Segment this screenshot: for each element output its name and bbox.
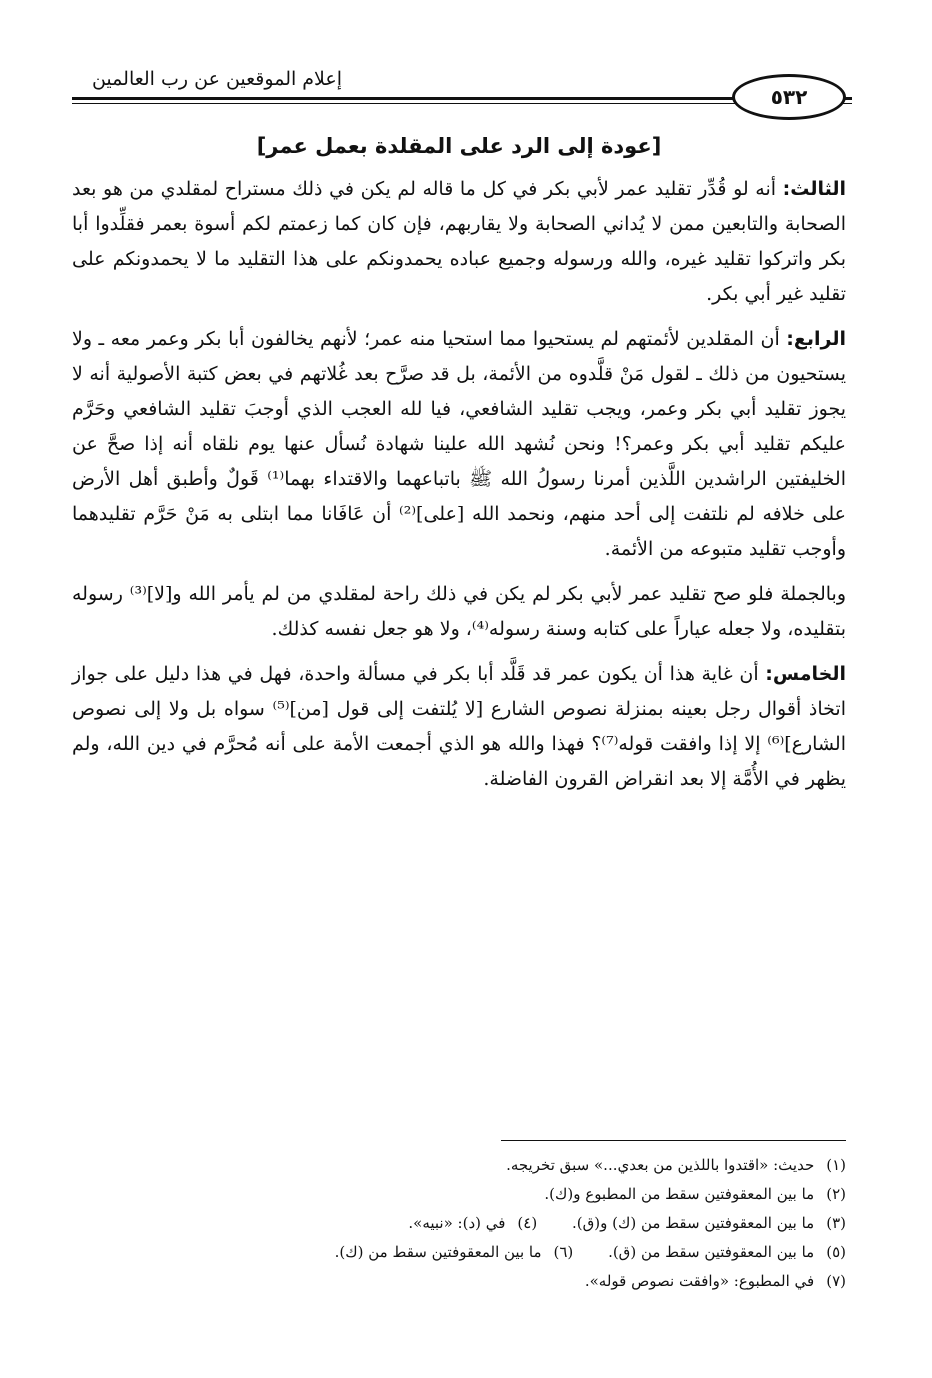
paragraph-lead: الخامس:: [765, 663, 846, 685]
paragraph-fourth: [72, 322, 846, 567]
footnote-row: [72, 1238, 846, 1267]
footnote-number: (٢): [826, 1185, 846, 1203]
footnote-number: (٣): [826, 1214, 846, 1232]
paragraph-text: أن غاية هذا أن يكون عمر قد قَلَّد أبا بكر في مسألة واحدة، فهل في هذا دليل على جواز اتخاذ أقوال رجل بعينه بمنزلة نصوص الشارع [لا يُلتفت إلى قول [من]⁽⁵⁾ سواه بل ولا إلى نصوص الشارع]⁽⁶⁾ إلا إذا وافقت قوله⁽⁷⁾؟ فهذا والله هو الذي أجمعت الأمة على أنه مُحرَّم في دين الله، ولم يظهر في الأُمَّة إلا بعد انقراض القرون الفاضلة.: [72, 663, 846, 790]
page-header: [72, 62, 852, 120]
footnote-item: [506, 1151, 846, 1180]
footnote-rule: [501, 1140, 846, 1141]
paragraph-lead: الرابع:: [786, 328, 846, 350]
footnote-text: ما بين المعقوفتين سقط من (ك) و(ق).: [571, 1214, 815, 1232]
footnote-number: (٦): [553, 1243, 574, 1261]
footnote-text: ما بين المعقوفتين سقط من (ق).: [608, 1243, 815, 1261]
page-number-badge: ٥٣٢: [732, 74, 846, 120]
footnote-text: ما بين المعقوفتين سقط من المطبوع و(ك).: [544, 1185, 815, 1203]
footnote-item: [608, 1238, 846, 1267]
footnote-text: في المطبوع: «وافقت نصوص قوله».: [584, 1272, 815, 1290]
paragraph-text: أنه لو قُدِّر تقليد عمر لأبي بكر في كل ما قاله لم يكن في ذلك مستراح لمقلدي من هو بعد الصحابة والتابعين ممن لا يُداني الصحابة ولا يقاربهم، فإن كان كما زعمتم لكم أسوة بعمر فقلِّدوا أبا بكر واتركوا تقليد غيره، والله ورسوله وجميع عباده يحمدونكم على هذا التقليد ما لا يحمدونكم على تقليد غير أبي بكر.: [72, 178, 846, 305]
footnote-number: (٧): [826, 1272, 846, 1290]
main-text: [72, 128, 846, 807]
footnote-item: [544, 1180, 846, 1209]
footnote-text: حديث: «اقتدوا باللذين من بعدي...» سبق تخريجه.: [506, 1156, 815, 1174]
paragraph-text: وبالجملة فلو صح تقليد عمر لأبي بكر لم يكن في ذلك راحة لمقلدي من لم يأمر الله و[لا]⁽³⁾ رسوله بتقليده، ولا جعله عياراً على كتابه وسنة رسوله⁽⁴⁾، ولا هو جعل نفسه كذلك.: [72, 583, 846, 640]
footnote-row: [72, 1209, 846, 1238]
footnote-number: (٤): [517, 1214, 538, 1232]
footnote-number: (١): [826, 1156, 846, 1174]
footnote-row: [72, 1151, 846, 1180]
footnote-item: [585, 1267, 846, 1296]
paragraph-third: [72, 172, 846, 312]
footnote-number: (٥): [826, 1243, 846, 1261]
footnote-item: [335, 1238, 574, 1267]
paragraph-summary: [72, 577, 846, 647]
footnote-text: في (د): «نبيه».: [408, 1214, 506, 1232]
paragraph-lead: الثالث:: [782, 178, 846, 200]
footnote-item: [572, 1209, 846, 1238]
running-title: إعلام الموقعين عن رب العالمين: [91, 68, 343, 90]
section-heading: [عودة إلى الرد على المقلدة بعمل عمر]: [256, 134, 662, 158]
footnote-text: ما بين المعقوفتين سقط من (ك).: [334, 1243, 542, 1261]
footnote-row: [72, 1180, 846, 1209]
footnote-row: [72, 1267, 846, 1296]
paragraph-text: أن المقلدين لأئمتهم لم يستحيوا مما استحيا منه عمر؛ لأنهم يخالفون أبا بكر وعمر معه ـ ولا يستحيون من ذلك ـ لقول مَنْ قلَّدوه من الأئمة، بل قد صرَّح بعد غُلاتهم في بعض كتبة الأصولية أنه لا يجوز تقليد أبي بكر وعمر، ويجب تقليد الشافعي، فيا لله العجب الذي أوجبَ تقليد الشافعي وحَرَّم عليكم تقليد أبي بكر وعمر؟! ونحن نُشهد الله علينا شهادة نُسأل عنها يوم نلقاه أنه إذا صحَّ عن الخليفتين الراشدين اللَّذين أمرنا رسولُ الله ﷺ باتباعهما والاقتداء بهما⁽¹⁾ قَولٌ وأطبق أهل الأرض على خلافه لم نلتفت إلى أحد منهم، ونحمد الله [على]⁽²⁾ أن عَافَانا مما ابتلى به مَنْ حَرَّم تقليدهما وأوجب تقليد متبوعه من الأئمة.: [72, 328, 846, 560]
footnotes: [72, 1140, 846, 1296]
paragraph-fifth: [72, 657, 846, 797]
footnote-item: [408, 1209, 537, 1238]
